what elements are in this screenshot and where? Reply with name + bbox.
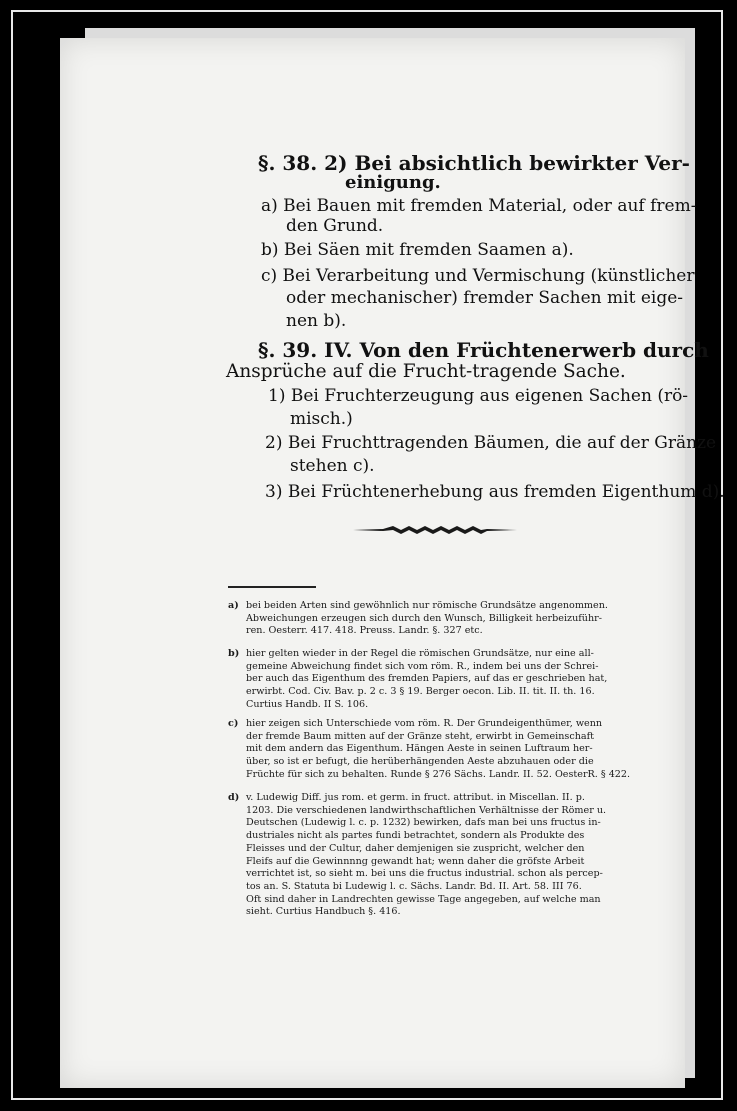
footnote-line: 1203. Die verschiedenen landwirthschaftlichen Verhältnisse der Römer u.: [246, 804, 607, 816]
ornament-divider: [353, 524, 517, 536]
footnote-label: b): [228, 648, 240, 659]
section-39-item-2: 2) Bei Fruchttragenden Bäumen, die auf der Gränze: [265, 433, 717, 453]
section-39-heading: §. 39. IV. Von den Früchtenerwerb durch: [258, 338, 709, 362]
footnote-line: bei beiden Arten sind gewöhnlich nur römische Grundsätze angenommen.: [246, 600, 608, 611]
footnote-line: erwirbt. Cod. Civ. Bav. p. 2 c. 3 § 19. Berger oecon. Lib. II. tit. II. th. 16.: [246, 686, 595, 698]
footnote-label: c): [228, 718, 239, 729]
section-38-heading: §. 38. 2) Bei absichtlich bewirkter Ver-: [258, 151, 690, 175]
footnote-line: ber auch das Eigenthum des fremden Papiers, auf das er geschrieben hat,: [246, 673, 608, 685]
section-39-heading-cont: Ansprüche auf die Frucht-tragende Sache.: [226, 361, 626, 382]
section-38-item-c: c) Bei Verarbeitung und Vermischung (künstlicher: [261, 266, 695, 286]
footnote-line: über, so ist er befugt, die herüberhängenden Aeste abzuhauen oder die: [246, 756, 594, 768]
section-38-item-a-cont: den Grund.: [286, 216, 384, 236]
footnote-line: Fleifs auf die Gewinnnng gewandt hat; wenn daher die gröfste Arbeit: [246, 855, 585, 867]
section-38-item-c-cont: oder mechanischer) fremder Sachen mit eige-: [286, 288, 684, 308]
section-38-item-a: a) Bei Bauen mit fremden Material, oder auf frem-: [261, 196, 697, 216]
section-38-item-b: b) Bei Säen mit fremden Saamen a).: [261, 240, 574, 260]
footnote-line: Curtius Handb. II S. 106.: [246, 698, 369, 710]
footnote-label: a): [228, 600, 239, 611]
footnote-line: Früchte für sich zu behalten. Runde § 276 Sächs. Landr. II. 52. OesterR. § 422.: [246, 768, 631, 780]
section-39-item-1: 1) Bei Fruchterzeugung aus eigenen Sachen (rö-: [268, 386, 689, 406]
footnote-line: dustriales nicht als partes fundi betrachtet, sondern als Produkte des: [246, 830, 585, 842]
footnote-label: d): [228, 792, 240, 803]
footnote-line: ren. Oesterr. 417. 418. Preuss. Landr. §. 327 etc.: [246, 625, 483, 637]
footnote-line: verrichtet ist, so sieht m. bei uns die fructus industrial. schon als percep-: [246, 868, 603, 880]
footnote-line: hier gelten wieder in der Regel die römischen Grundsätze, nur eine all-: [246, 648, 594, 659]
footnote-line: Fleisses und der Cultur, daher demjenigen sie zuspricht, welcher den: [246, 842, 585, 854]
footnote-line: v. Ludewig Diff. jus rom. et germ. in fruct. attribut. in Miscellan. II. p.: [246, 792, 585, 803]
footnote-line: gemeine Abweichung findet sich vom röm. R., indem bei uns der Schrei-: [246, 660, 599, 672]
section-38-heading-cont: einigung.: [345, 172, 441, 193]
footnote-line: Deutschen (Ludewig l. c. p. 1232) bewirken, dafs man bei uns fructus in-: [246, 817, 601, 829]
section-39-item-3: 3) Bei Früchtenerhebung aus fremden Eigenthum d).: [265, 482, 725, 502]
section-39-item-1-cont: misch.): [290, 409, 353, 429]
footnote-line: mit dem andern das Eigenthum. Hängen Aeste in seinen Luftraum her-: [246, 743, 593, 755]
footnote-line: hier zeigen sich Unterschiede vom röm. R. Der Grundeigenthümer, wenn: [246, 718, 603, 729]
section-39-item-2-cont: stehen c).: [290, 456, 375, 476]
footnote-line: sieht. Curtius Handbuch §. 416.: [246, 906, 401, 918]
section-38-item-c-cont2: nen b).: [286, 311, 347, 331]
footnote-line: der fremde Baum mitten auf der Gränze steht, erwirbt in Gemeinschaft: [246, 730, 595, 742]
footnote-line: tos an. S. Statuta bi Ludewig l. c. Sächs. Landr. Bd. II. Art. 58. III 76.: [246, 880, 582, 892]
footnote-line: Oft sind daher in Landrechten gewisse Tage angegeben, auf welche man: [246, 893, 601, 905]
footnote-rule: [228, 586, 316, 588]
footnote-line: Abweichungen erzeugen sich durch den Wunsch, Billigkeit herbeizuführ-: [246, 612, 602, 624]
